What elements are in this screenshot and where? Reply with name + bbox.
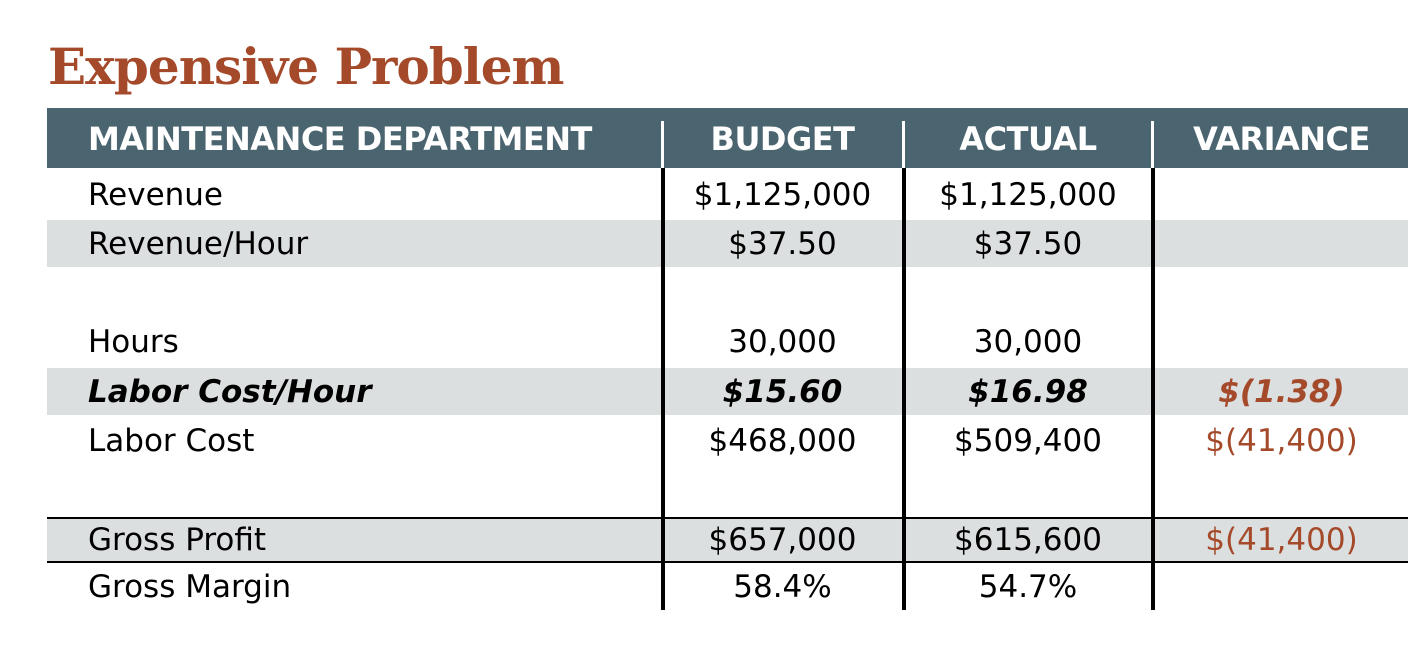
table-row-gross-profit	[47, 519, 1408, 561]
header-divider	[902, 121, 905, 168]
actual-value: $1,125,000	[939, 177, 1117, 213]
table-row-gross-margin	[47, 564, 1408, 610]
header-actual: ACTUAL	[959, 120, 1097, 158]
variance-value: $(41,400)	[1205, 423, 1358, 459]
page-title: Expensive Problem	[48, 37, 564, 96]
actual-value: $37.50	[973, 225, 1083, 262]
table-row-revenue	[47, 170, 1408, 220]
variance-value	[1155, 318, 1408, 366]
header-divider	[1151, 121, 1154, 168]
row-label: Labor Cost	[88, 423, 255, 459]
row-label: Revenue	[88, 177, 224, 213]
actual-value: $509,400	[954, 423, 1102, 459]
header-variance: VARIANCE	[1193, 120, 1370, 158]
column-divider	[1151, 168, 1155, 610]
maintenance-budget-table	[47, 108, 1408, 610]
actual-value: 30,000	[973, 324, 1083, 360]
table-header	[47, 108, 1408, 168]
table-row-labor-cost	[47, 416, 1408, 466]
variance-value	[1155, 564, 1408, 610]
header-department: MAINTENANCE DEPARTMENT	[88, 120, 592, 158]
budget-value: $468,000	[708, 423, 857, 459]
actual-value: $615,600	[954, 522, 1102, 558]
row-label: Revenue/Hour	[88, 225, 309, 262]
budget-value: 58.4%	[733, 569, 832, 605]
row-divider	[47, 561, 1408, 563]
budget-value: $15.60	[722, 373, 843, 410]
budget-value: $657,000	[708, 522, 857, 558]
actual-value: 54.7%	[978, 569, 1078, 605]
variance-value	[1155, 220, 1408, 267]
table-row-revenue-hour	[47, 220, 1408, 267]
header-budget: BUDGET	[710, 120, 855, 158]
column-divider	[902, 168, 906, 610]
table-row-labor-cost-hour	[47, 368, 1408, 415]
row-label: Hours	[88, 324, 179, 360]
column-divider	[661, 168, 665, 610]
variance-value: $(1.38)	[1218, 373, 1345, 410]
budget-value: $37.50	[728, 225, 837, 262]
table-row-hours	[47, 318, 1408, 366]
budget-value: 30,000	[728, 324, 837, 360]
row-label: Labor Cost/Hour	[88, 373, 372, 410]
row-label: Gross Profit	[88, 522, 267, 558]
variance-value	[1155, 170, 1408, 220]
header-divider	[661, 121, 664, 168]
variance-value: $(41,400)	[1205, 522, 1358, 558]
row-label: Gross Margin	[88, 569, 292, 605]
actual-value: $16.98	[968, 373, 1088, 410]
budget-value: $1,125,000	[693, 177, 872, 213]
